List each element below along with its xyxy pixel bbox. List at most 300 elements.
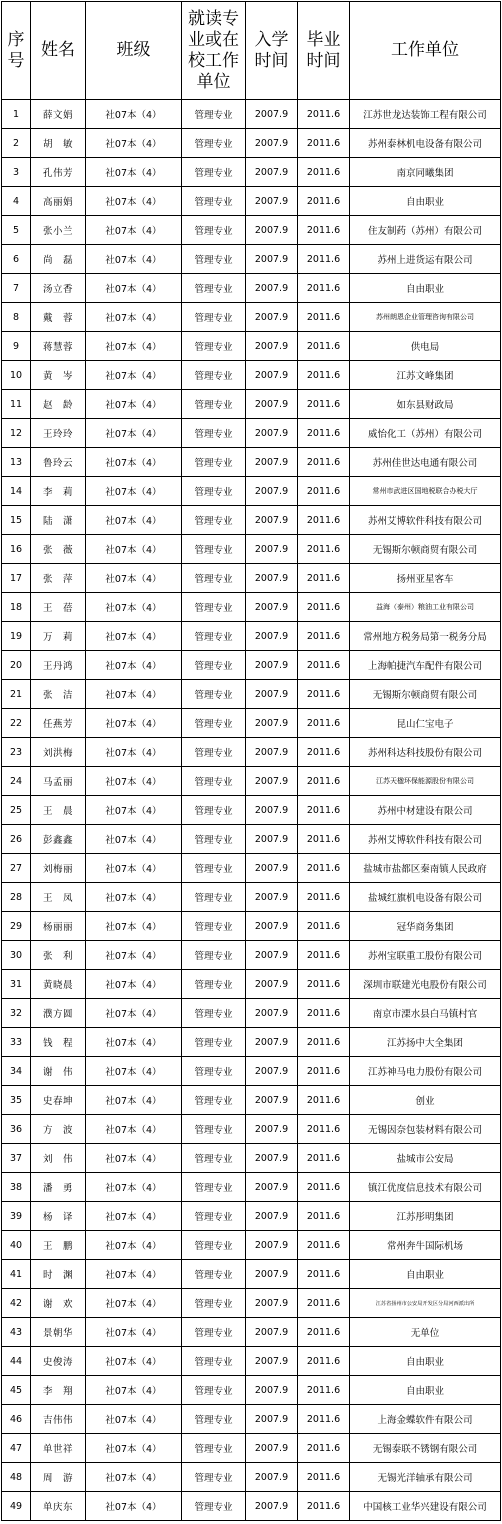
table-row: [2, 1144, 501, 1173]
cell-class: 社07本（4）: [86, 1405, 182, 1434]
cell-graduate: 2011.6: [298, 390, 350, 419]
cell-company: 如东县财政局: [350, 390, 501, 419]
table-row: [2, 767, 501, 796]
cell-class: 社07本（4）: [86, 680, 182, 709]
cell-name: 张小兰: [31, 216, 86, 245]
cell-graduate: 2011.6: [298, 1376, 350, 1405]
header-name: 姓名: [31, 2, 86, 100]
cell-enroll: 2007.9: [246, 593, 298, 622]
cell-company: 江苏省扬州市公安局开发区分局河西派出所: [350, 1289, 501, 1318]
table-row: [2, 883, 501, 912]
cell-graduate: 2011.6: [298, 361, 350, 390]
cell-major: 管理专业: [182, 245, 246, 274]
cell-graduate: 2011.6: [298, 129, 350, 158]
cell-graduate: 2011.6: [298, 883, 350, 912]
cell-name: 王玲玲: [31, 419, 86, 448]
header-company: 工作单位: [350, 2, 501, 100]
cell-no: 11: [2, 390, 31, 419]
cell-name: 张 利: [31, 941, 86, 970]
cell-company: 无锡因奈包装材料有限公司: [350, 1115, 501, 1144]
cell-graduate: 2011.6: [298, 854, 350, 883]
cell-enroll: 2007.9: [246, 709, 298, 738]
cell-company: 江苏天楹环保能源股份有限公司: [350, 767, 501, 796]
cell-name: 张 薇: [31, 535, 86, 564]
cell-class: 社07本（4）: [86, 651, 182, 680]
cell-class: 社07本（4）: [86, 564, 182, 593]
cell-no: 26: [2, 825, 31, 854]
cell-name: 薛文娟: [31, 100, 86, 129]
cell-class: 社07本（4）: [86, 129, 182, 158]
cell-no: 38: [2, 1173, 31, 1202]
alumni-table-wrapper: [1, 1, 500, 1521]
cell-enroll: 2007.9: [246, 216, 298, 245]
cell-name: 万 莉: [31, 622, 86, 651]
cell-class: 社07本（4）: [86, 622, 182, 651]
cell-class: 社07本（4）: [86, 1086, 182, 1115]
cell-major: 管理专业: [182, 1028, 246, 1057]
cell-major: 管理专业: [182, 970, 246, 999]
cell-graduate: 2011.6: [298, 506, 350, 535]
cell-major: 管理专业: [182, 1376, 246, 1405]
cell-class: 社07本（4）: [86, 1289, 182, 1318]
table-row: [2, 506, 501, 535]
table-row: [2, 332, 501, 361]
cell-major: 管理专业: [182, 1173, 246, 1202]
cell-class: 社07本（4）: [86, 970, 182, 999]
cell-class: 社07本（4）: [86, 1115, 182, 1144]
table-row: [2, 1347, 501, 1376]
cell-name: 方 波: [31, 1115, 86, 1144]
cell-company: 江苏扬中大全集团: [350, 1028, 501, 1057]
cell-enroll: 2007.9: [246, 535, 298, 564]
cell-enroll: 2007.9: [246, 187, 298, 216]
cell-class: 社07本（4）: [86, 912, 182, 941]
cell-graduate: 2011.6: [298, 1028, 350, 1057]
cell-graduate: 2011.6: [298, 1231, 350, 1260]
cell-graduate: 2011.6: [298, 738, 350, 767]
cell-graduate: 2011.6: [298, 593, 350, 622]
cell-major: 管理专业: [182, 1492, 246, 1521]
cell-class: 社07本（4）: [86, 361, 182, 390]
cell-no: 34: [2, 1057, 31, 1086]
cell-company: 无锡光洋轴承有限公司: [350, 1463, 501, 1492]
header-major: 就读专业或在校工作单位: [182, 2, 246, 100]
cell-company: 无单位: [350, 1318, 501, 1347]
cell-company: 无锡斯尔顿商贸有限公司: [350, 535, 501, 564]
cell-name: 单世祥: [31, 1434, 86, 1463]
cell-enroll: 2007.9: [246, 1347, 298, 1376]
cell-major: 管理专业: [182, 1318, 246, 1347]
table-row: [2, 129, 501, 158]
cell-no: 39: [2, 1202, 31, 1231]
cell-no: 5: [2, 216, 31, 245]
cell-no: 10: [2, 361, 31, 390]
table-row: [2, 419, 501, 448]
cell-enroll: 2007.9: [246, 622, 298, 651]
cell-company: 苏州朗恩企业管理咨询有限公司: [350, 303, 501, 332]
table-row: [2, 941, 501, 970]
cell-name: 张 洁: [31, 680, 86, 709]
cell-class: 社07本（4）: [86, 448, 182, 477]
table-row: [2, 1376, 501, 1405]
cell-graduate: 2011.6: [298, 1202, 350, 1231]
cell-enroll: 2007.9: [246, 303, 298, 332]
cell-name: 谢 欢: [31, 1289, 86, 1318]
table-row: [2, 564, 501, 593]
cell-class: 社07本（4）: [86, 796, 182, 825]
cell-graduate: 2011.6: [298, 1405, 350, 1434]
cell-major: 管理专业: [182, 158, 246, 187]
cell-graduate: 2011.6: [298, 1492, 350, 1521]
table-row: [2, 1115, 501, 1144]
cell-company: 中国核工业华兴建设有限公司: [350, 1492, 501, 1521]
table-row: [2, 1492, 501, 1521]
header-row: [2, 2, 501, 100]
cell-no: 40: [2, 1231, 31, 1260]
cell-class: 社07本（4）: [86, 274, 182, 303]
cell-graduate: 2011.6: [298, 158, 350, 187]
cell-enroll: 2007.9: [246, 680, 298, 709]
table-row: [2, 1202, 501, 1231]
cell-class: 社07本（4）: [86, 332, 182, 361]
cell-class: 社07本（4）: [86, 1376, 182, 1405]
cell-no: 6: [2, 245, 31, 274]
cell-no: 8: [2, 303, 31, 332]
cell-no: 19: [2, 622, 31, 651]
cell-major: 管理专业: [182, 825, 246, 854]
cell-company: 盐城红旗机电设备有限公司: [350, 883, 501, 912]
cell-company: 常州市武进区国地税联合办税大厅: [350, 477, 501, 506]
table-row: [2, 303, 501, 332]
cell-enroll: 2007.9: [246, 1057, 298, 1086]
cell-class: 社07本（4）: [86, 1463, 182, 1492]
cell-enroll: 2007.9: [246, 1405, 298, 1434]
cell-enroll: 2007.9: [246, 970, 298, 999]
cell-class: 社07本（4）: [86, 854, 182, 883]
cell-company: 苏州科达科技股份有限公司: [350, 738, 501, 767]
cell-enroll: 2007.9: [246, 651, 298, 680]
cell-major: 管理专业: [182, 941, 246, 970]
cell-graduate: 2011.6: [298, 767, 350, 796]
cell-enroll: 2007.9: [246, 448, 298, 477]
cell-no: 35: [2, 1086, 31, 1115]
cell-company: 供电局: [350, 332, 501, 361]
cell-name: 张 萍: [31, 564, 86, 593]
table-row: [2, 970, 501, 999]
cell-company: 创业: [350, 1086, 501, 1115]
cell-class: 社07本（4）: [86, 1144, 182, 1173]
cell-company: 江苏文峰集团: [350, 361, 501, 390]
cell-graduate: 2011.6: [298, 1057, 350, 1086]
cell-graduate: 2011.6: [298, 941, 350, 970]
cell-name: 濮方圆: [31, 999, 86, 1028]
table-row: [2, 912, 501, 941]
cell-graduate: 2011.6: [298, 216, 350, 245]
cell-major: 管理专业: [182, 1289, 246, 1318]
cell-enroll: 2007.9: [246, 1202, 298, 1231]
cell-company: 盐城市公安局: [350, 1144, 501, 1173]
cell-graduate: 2011.6: [298, 709, 350, 738]
cell-name: 胡 敏: [31, 129, 86, 158]
cell-graduate: 2011.6: [298, 796, 350, 825]
cell-name: 孔伟芳: [31, 158, 86, 187]
table-row: [2, 1173, 501, 1202]
header-graduate: 毕业时间: [298, 2, 350, 100]
cell-name: 杨 译: [31, 1202, 86, 1231]
cell-major: 管理专业: [182, 332, 246, 361]
cell-company: 自由职业: [350, 1347, 501, 1376]
cell-company: 自由职业: [350, 1260, 501, 1289]
cell-major: 管理专业: [182, 390, 246, 419]
cell-company: 南京市溧水县白马镇村官: [350, 999, 501, 1028]
cell-no: 12: [2, 419, 31, 448]
cell-major: 管理专业: [182, 129, 246, 158]
cell-class: 社07本（4）: [86, 1173, 182, 1202]
table-row: [2, 709, 501, 738]
cell-graduate: 2011.6: [298, 1115, 350, 1144]
header-enroll: 入学时间: [246, 2, 298, 100]
cell-name: 王 晨: [31, 796, 86, 825]
cell-name: 王 鹏: [31, 1231, 86, 1260]
cell-no: 33: [2, 1028, 31, 1057]
cell-name: 李 莉: [31, 477, 86, 506]
header-class: 班级: [86, 2, 182, 100]
cell-name: 景朝华: [31, 1318, 86, 1347]
cell-company: 江苏世龙达装饰工程有限公司: [350, 100, 501, 129]
table-row: [2, 361, 501, 390]
cell-company: 苏州上进货运有限公司: [350, 245, 501, 274]
cell-name: 王丹鸿: [31, 651, 86, 680]
cell-graduate: 2011.6: [298, 622, 350, 651]
cell-major: 管理专业: [182, 767, 246, 796]
cell-class: 社07本（4）: [86, 216, 182, 245]
cell-class: 社07本（4）: [86, 825, 182, 854]
cell-class: 社07本（4）: [86, 1318, 182, 1347]
cell-name: 赵 龄: [31, 390, 86, 419]
cell-major: 管理专业: [182, 274, 246, 303]
table-row: [2, 1231, 501, 1260]
cell-major: 管理专业: [182, 796, 246, 825]
cell-name: 彭鑫鑫: [31, 825, 86, 854]
cell-no: 49: [2, 1492, 31, 1521]
cell-enroll: 2007.9: [246, 1173, 298, 1202]
cell-no: 22: [2, 709, 31, 738]
cell-company: 上海金蝶软件有限公司: [350, 1405, 501, 1434]
cell-major: 管理专业: [182, 419, 246, 448]
cell-no: 45: [2, 1376, 31, 1405]
cell-major: 管理专业: [182, 1057, 246, 1086]
cell-no: 29: [2, 912, 31, 941]
cell-no: 21: [2, 680, 31, 709]
cell-no: 4: [2, 187, 31, 216]
cell-graduate: 2011.6: [298, 245, 350, 274]
cell-major: 管理专业: [182, 187, 246, 216]
cell-no: 16: [2, 535, 31, 564]
cell-company: 苏州中材建设有限公司: [350, 796, 501, 825]
cell-graduate: 2011.6: [298, 303, 350, 332]
cell-enroll: 2007.9: [246, 1028, 298, 1057]
cell-no: 3: [2, 158, 31, 187]
cell-no: 1: [2, 100, 31, 129]
cell-company: 苏州艾博软件科技有限公司: [350, 506, 501, 535]
cell-no: 27: [2, 854, 31, 883]
cell-class: 社07本（4）: [86, 303, 182, 332]
cell-no: 47: [2, 1434, 31, 1463]
cell-no: 44: [2, 1347, 31, 1376]
cell-graduate: 2011.6: [298, 274, 350, 303]
cell-enroll: 2007.9: [246, 1260, 298, 1289]
cell-enroll: 2007.9: [246, 361, 298, 390]
cell-major: 管理专业: [182, 535, 246, 564]
cell-enroll: 2007.9: [246, 941, 298, 970]
cell-class: 社07本（4）: [86, 1202, 182, 1231]
cell-name: 戴 蓉: [31, 303, 86, 332]
cell-no: 18: [2, 593, 31, 622]
cell-name: 钱 程: [31, 1028, 86, 1057]
table-row: [2, 448, 501, 477]
cell-enroll: 2007.9: [246, 1463, 298, 1492]
cell-class: 社07本（4）: [86, 709, 182, 738]
cell-no: 41: [2, 1260, 31, 1289]
cell-no: 31: [2, 970, 31, 999]
cell-company: 益海（泰州）粮油工业有限公司: [350, 593, 501, 622]
cell-name: 潘 勇: [31, 1173, 86, 1202]
table-row: [2, 216, 501, 245]
cell-name: 单庆东: [31, 1492, 86, 1521]
cell-major: 管理专业: [182, 709, 246, 738]
cell-graduate: 2011.6: [298, 1260, 350, 1289]
cell-no: 7: [2, 274, 31, 303]
table-row: [2, 622, 501, 651]
cell-class: 社07本（4）: [86, 1231, 182, 1260]
cell-graduate: 2011.6: [298, 332, 350, 361]
cell-no: 37: [2, 1144, 31, 1173]
cell-enroll: 2007.9: [246, 332, 298, 361]
cell-name: 任燕芳: [31, 709, 86, 738]
cell-major: 管理专业: [182, 1202, 246, 1231]
cell-major: 管理专业: [182, 1405, 246, 1434]
cell-company: 镇江优度信息技术有限公司: [350, 1173, 501, 1202]
cell-class: 社07本（4）: [86, 738, 182, 767]
cell-no: 25: [2, 796, 31, 825]
cell-class: 社07本（4）: [86, 1434, 182, 1463]
cell-company: 苏州泰林机电设备有限公司: [350, 129, 501, 158]
cell-name: 汤立香: [31, 274, 86, 303]
cell-graduate: 2011.6: [298, 1144, 350, 1173]
cell-company: 苏州佳世达电通有限公司: [350, 448, 501, 477]
cell-name: 鲁玲云: [31, 448, 86, 477]
cell-enroll: 2007.9: [246, 1434, 298, 1463]
cell-class: 社07本（4）: [86, 158, 182, 187]
cell-enroll: 2007.9: [246, 912, 298, 941]
cell-name: 时 渊: [31, 1260, 86, 1289]
cell-major: 管理专业: [182, 999, 246, 1028]
cell-company: 扬州亚星客车: [350, 564, 501, 593]
cell-company: 盐城市盐都区秦南镇人民政府: [350, 854, 501, 883]
cell-no: 15: [2, 506, 31, 535]
cell-enroll: 2007.9: [246, 854, 298, 883]
cell-graduate: 2011.6: [298, 1173, 350, 1202]
cell-name: 王 凤: [31, 883, 86, 912]
table-row: [2, 1434, 501, 1463]
cell-class: 社07本（4）: [86, 1347, 182, 1376]
cell-no: 2: [2, 129, 31, 158]
cell-enroll: 2007.9: [246, 1492, 298, 1521]
cell-graduate: 2011.6: [298, 564, 350, 593]
cell-enroll: 2007.9: [246, 1231, 298, 1260]
cell-company: 上海帕捷汽车配件有限公司: [350, 651, 501, 680]
cell-major: 管理专业: [182, 680, 246, 709]
table-row: [2, 1086, 501, 1115]
cell-name: 史俊涛: [31, 1347, 86, 1376]
table-body: [2, 100, 501, 1521]
cell-class: 社07本（4）: [86, 1260, 182, 1289]
cell-no: 14: [2, 477, 31, 506]
cell-enroll: 2007.9: [246, 158, 298, 187]
cell-name: 刘洪梅: [31, 738, 86, 767]
cell-major: 管理专业: [182, 883, 246, 912]
cell-class: 社07本（4）: [86, 245, 182, 274]
cell-company: 自由职业: [350, 187, 501, 216]
cell-name: 李 翔: [31, 1376, 86, 1405]
alumni-employment-table: [1, 1, 501, 1521]
table-row: [2, 535, 501, 564]
header-no: 序号: [2, 2, 31, 100]
cell-major: 管理专业: [182, 1463, 246, 1492]
cell-graduate: 2011.6: [298, 1086, 350, 1115]
cell-graduate: 2011.6: [298, 1434, 350, 1463]
cell-enroll: 2007.9: [246, 738, 298, 767]
cell-enroll: 2007.9: [246, 1086, 298, 1115]
cell-name: 史春坤: [31, 1086, 86, 1115]
cell-class: 社07本（4）: [86, 390, 182, 419]
cell-class: 社07本（4）: [86, 1492, 182, 1521]
cell-enroll: 2007.9: [246, 825, 298, 854]
cell-graduate: 2011.6: [298, 535, 350, 564]
cell-graduate: 2011.6: [298, 912, 350, 941]
cell-name: 尚 磊: [31, 245, 86, 274]
cell-company: 无锡泰联不锈钢有限公司: [350, 1434, 501, 1463]
cell-name: 马孟丽: [31, 767, 86, 796]
cell-graduate: 2011.6: [298, 680, 350, 709]
table-row: [2, 651, 501, 680]
cell-company: 冠华商务集团: [350, 912, 501, 941]
cell-major: 管理专业: [182, 216, 246, 245]
cell-no: 32: [2, 999, 31, 1028]
cell-major: 管理专业: [182, 1086, 246, 1115]
cell-major: 管理专业: [182, 1434, 246, 1463]
cell-enroll: 2007.9: [246, 390, 298, 419]
cell-enroll: 2007.9: [246, 274, 298, 303]
cell-company: 住友制药（苏州）有限公司: [350, 216, 501, 245]
cell-company: 威怡化工（苏州）有限公司: [350, 419, 501, 448]
cell-company: 苏州艾博软件科技有限公司: [350, 825, 501, 854]
cell-graduate: 2011.6: [298, 187, 350, 216]
cell-class: 社07本（4）: [86, 535, 182, 564]
cell-major: 管理专业: [182, 622, 246, 651]
cell-name: 周 游: [31, 1463, 86, 1492]
cell-major: 管理专业: [182, 303, 246, 332]
cell-name: 刘 伟: [31, 1144, 86, 1173]
table-row: [2, 1057, 501, 1086]
table-row: [2, 738, 501, 767]
cell-graduate: 2011.6: [298, 1289, 350, 1318]
cell-enroll: 2007.9: [246, 129, 298, 158]
cell-name: 刘梅丽: [31, 854, 86, 883]
cell-graduate: 2011.6: [298, 651, 350, 680]
cell-major: 管理专业: [182, 1231, 246, 1260]
cell-enroll: 2007.9: [246, 1144, 298, 1173]
